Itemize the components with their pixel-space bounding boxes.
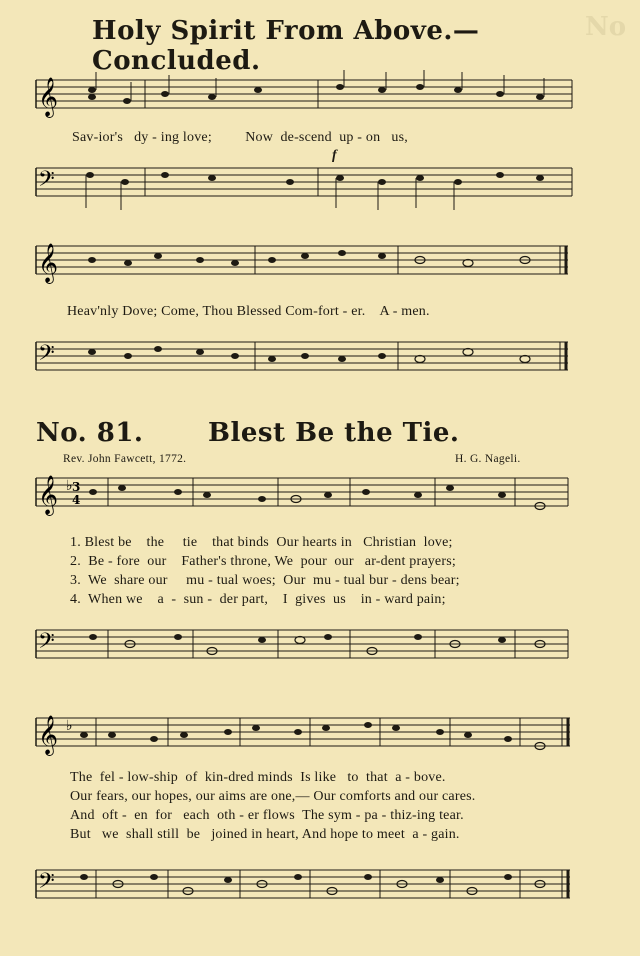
music-system-2-treble	[0, 236, 640, 296]
lyrics-line-2: Heav'nly Dove; Come, Thou Blessed Com-fort - er. A - men.	[67, 304, 430, 319]
lyrics-line-1: Sav-ior's dy - ing love; Now de-scend up - on us,	[72, 130, 408, 145]
verse-3-part-1: 3. We share our mu - tual woes; Our mu - tual bur - dens bear;	[70, 573, 460, 588]
music-system-2-bass	[0, 330, 640, 390]
svg-text:𝄢: 𝄢	[38, 629, 55, 659]
music-system-4-treble	[0, 706, 640, 766]
svg-text:𝄞: 𝄞	[38, 77, 59, 117]
music-system-1-bass	[0, 160, 640, 216]
verse-4-part-1: 4. When we a - sun - der part, I gives us in - ward pain;	[70, 592, 446, 607]
svg-text:𝄢: 𝄢	[38, 167, 55, 197]
svg-text:𝄢: 𝄢	[38, 341, 55, 371]
svg-text:3: 3	[72, 480, 81, 494]
verse-2-part-1: 2. Be - fore our Father's throne, We pour our ar-dent prayers;	[70, 554, 456, 569]
svg-text:♭: ♭	[66, 478, 73, 494]
verse-1-part-2: The fel - low-ship of kin-dred minds Is like to that a - bove.	[70, 770, 446, 785]
verse-1-part-1: 1. Blest be the tie that binds Our hearts in Christian love;	[70, 535, 453, 550]
music-system-1-treble	[0, 70, 640, 130]
music-system-3-treble	[0, 466, 640, 526]
author-credit: Rev. John Fawcett, 1772.	[63, 453, 187, 465]
hymn-title: Blest Be the Tie.	[208, 418, 460, 448]
music-system-4-bass	[0, 856, 640, 920]
svg-text:𝄢: 𝄢	[38, 869, 55, 899]
svg-text:𝄞: 𝄞	[38, 475, 59, 515]
dynamic-marking: f	[332, 148, 337, 163]
svg-text:𝄞: 𝄞	[38, 715, 59, 755]
svg-text:4: 4	[72, 493, 81, 507]
music-system-3-bass	[0, 618, 640, 674]
verse-3-part-2: And oft - en for each oth - er flows The sym - pa - thiz-ing tear.	[70, 808, 464, 823]
svg-text:𝄞: 𝄞	[38, 243, 59, 283]
composer-credit: H. G. Nageli.	[455, 453, 521, 465]
bleed-through-text: No	[585, 12, 627, 42]
verse-2-part-2: Our fears, our hopes, our aims are one,— Our comforts and our cares.	[70, 789, 476, 804]
hymn-number: No. 81.	[36, 418, 144, 448]
section-title: Holy Spirit From Above.— Concluded.	[92, 16, 480, 76]
verse-4-part-2: But we shall still be joined in heart, And hope to meet a - gain.	[70, 827, 460, 842]
svg-text:♭: ♭	[66, 718, 73, 734]
